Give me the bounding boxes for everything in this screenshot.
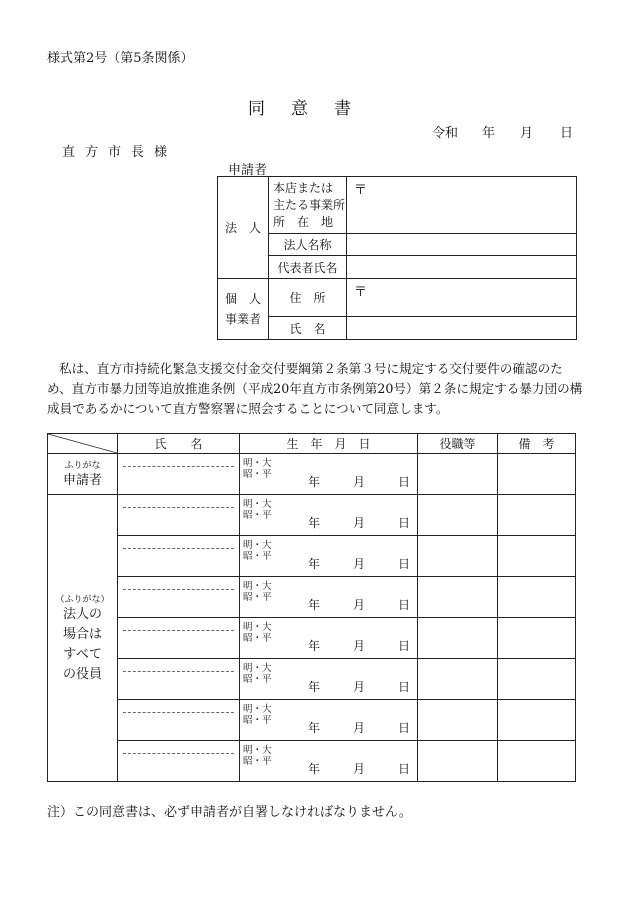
individual-name-field[interactable] [347, 317, 577, 340]
applicant-label: 申請者 [228, 163, 268, 178]
position-field[interactable] [418, 495, 498, 536]
remarks-field[interactable] [498, 700, 576, 741]
header-dob: 生 年 月 日 [240, 434, 418, 454]
era-marks: 明・大 昭・平 [243, 458, 272, 480]
position-field[interactable] [418, 618, 498, 659]
date-day: 日 [560, 126, 574, 141]
position-field[interactable] [418, 577, 498, 618]
position-field[interactable] [418, 454, 498, 495]
corp-address-field[interactable] [347, 177, 577, 234]
remarks-field[interactable] [498, 454, 576, 495]
name-field[interactable] [118, 577, 240, 618]
date-year: 年 [482, 126, 496, 141]
officers-label: （ふりがな） 法人の 場合は すべて の役員 [48, 495, 118, 782]
dob-ymd: 年 月 日 [308, 639, 411, 653]
form-number: 様式第2号（第5条関係） [47, 51, 194, 66]
header-position: 役職等 [418, 434, 498, 454]
residence-label: 住 所 [269, 279, 347, 317]
dob-ymd: 年 月 日 [308, 516, 411, 530]
rep-name-field[interactable] [347, 256, 577, 279]
remarks-field[interactable] [498, 495, 576, 536]
name-field[interactable] [118, 454, 240, 495]
era-marks: 明・大 昭・平 [243, 745, 272, 767]
position-field[interactable] [418, 700, 498, 741]
dob-field[interactable] [240, 495, 418, 536]
remarks-field[interactable] [498, 536, 576, 577]
dob-field[interactable] [240, 536, 418, 577]
date-line [432, 122, 573, 141]
era-marks: 明・大 昭・平 [243, 499, 272, 521]
remarks-field[interactable] [498, 618, 576, 659]
consent-text: 私は、直方市持続化緊急支援交付金交付要綱第２条第３号に規定する交付要件の確認のため、直方市暴力団等追放推進条例（平成20年直方市条例第20号）第２条に規定する暴力団の構成員であるかについて直方警察署に照会することについて同意します。 [47, 361, 583, 416]
date-era: 令和 [432, 126, 459, 141]
rep-name-label: 代表者氏名 [269, 256, 347, 279]
name-field[interactable] [118, 700, 240, 741]
dob-field[interactable] [240, 700, 418, 741]
dob-ymd: 年 月 日 [308, 598, 411, 612]
diagonal-cell [48, 434, 118, 454]
officer-table [47, 433, 576, 782]
addressee: 直方市長様 [62, 145, 178, 160]
dob-ymd: 年 月 日 [308, 557, 411, 571]
individual-label: 個 人 事業者 [218, 279, 269, 340]
document-title: 同意書 [248, 99, 377, 119]
applicant-table [217, 176, 577, 340]
name-field[interactable] [118, 618, 240, 659]
dob-field[interactable] [240, 741, 418, 782]
dob-field[interactable] [240, 659, 418, 700]
remarks-field[interactable] [498, 741, 576, 782]
address-label: 本店または 主たる事業所 所 在 地 [269, 177, 347, 234]
dob-ymd: 年 月 日 [308, 762, 411, 776]
corp-name-label: 法人名称 [269, 234, 347, 256]
remarks-field[interactable] [498, 659, 576, 700]
postal-mark: 〒 [354, 183, 368, 198]
dob-ymd: 年 月 日 [308, 475, 411, 489]
signature-note: 注）この同意書は、必ず申請者が自署しなければなりません。 [47, 805, 412, 820]
dob-field[interactable] [240, 577, 418, 618]
corporation-label: 法 人 [218, 177, 269, 279]
position-field[interactable] [418, 741, 498, 782]
position-field[interactable] [418, 659, 498, 700]
header-remarks: 備 考 [498, 434, 576, 454]
era-marks: 明・大 昭・平 [243, 540, 272, 562]
era-marks: 明・大 昭・平 [243, 622, 272, 644]
name-field[interactable] [118, 659, 240, 700]
dob-ymd: 年 月 日 [308, 721, 411, 735]
residence-field[interactable] [347, 279, 577, 317]
postal-mark: 〒 [354, 285, 368, 300]
date-month: 月 [520, 126, 534, 141]
era-marks: 明・大 昭・平 [243, 663, 272, 685]
dob-field[interactable] [240, 618, 418, 659]
remarks-field[interactable] [498, 577, 576, 618]
dob-ymd: 年 月 日 [308, 680, 411, 694]
corp-name-field[interactable] [347, 234, 577, 256]
position-field[interactable] [418, 536, 498, 577]
name-label: 氏 名 [269, 317, 347, 340]
header-name: 氏 名 [118, 434, 240, 454]
applicant-row-label: ふりがな 申請者 [48, 454, 118, 495]
era-marks: 明・大 昭・平 [243, 581, 272, 603]
dob-field[interactable] [240, 454, 418, 495]
name-field[interactable] [118, 536, 240, 577]
name-field[interactable] [118, 495, 240, 536]
name-field[interactable] [118, 741, 240, 782]
era-marks: 明・大 昭・平 [243, 704, 272, 726]
